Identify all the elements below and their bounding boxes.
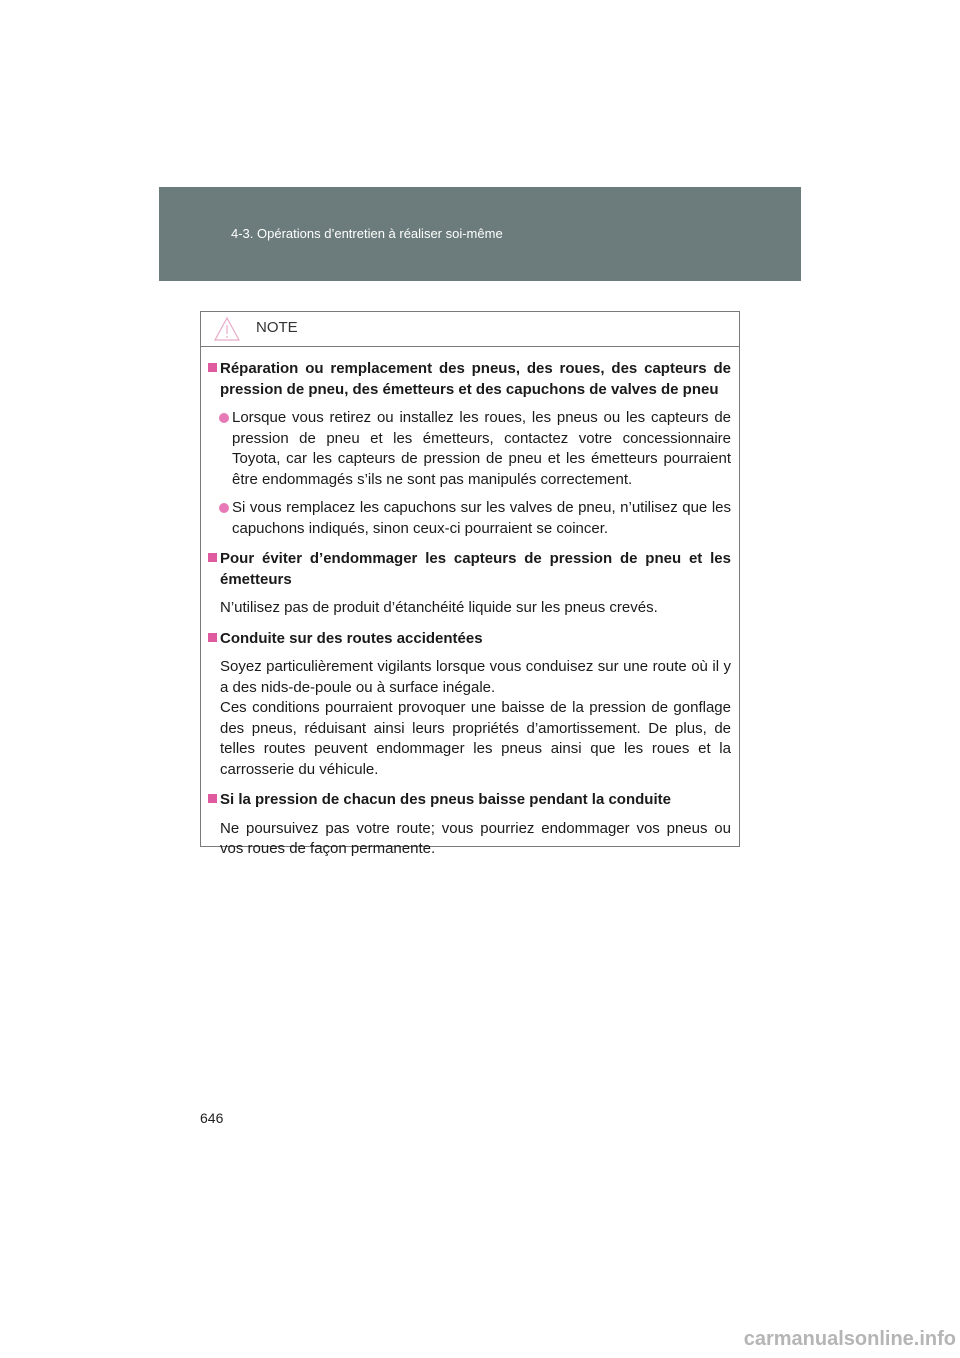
page-number: 646 <box>200 1110 224 1126</box>
note-paragraph: Ne poursuivez pas votre route; vous pourriez endommager vos pneus ou vos roues de façon permanente. <box>220 819 731 857</box>
note-paragraph: N’utilisez pas de produit d’étanchéité liquide sur les pneus crevés. <box>220 599 658 616</box>
list-item: Lorsque vous retirez ou installez les roues, les pneus ou les capteurs de pression de pneu et les émetteurs, contactez votre concessionnaire Toyota, car les capteurs de pression de pneu et les émetteurs pourraient être endommagés s’ils ne sont pas manipulés correctement. <box>208 408 731 490</box>
note-box <box>200 311 740 857</box>
circle-bullet-icon <box>219 503 229 513</box>
square-bullet-icon <box>208 363 217 372</box>
note-header <box>201 312 739 347</box>
note-paragraph: Soyez particulièrement vigilants lorsque vous conduisez sur une route où il y a des nids-de-poule ou à surface inégale. Ces conditions pourraient provoquer une baisse de la pression de gonflage des pneus, réduisant ainsi leurs propriétés d’amortissement. De plus, de telles routes peuvent endommager les pneus ainsi que les roues et la carrosserie du véhicule. <box>220 658 731 778</box>
note-subheading: Pour éviter d’endommager les capteurs de pression de pneu et les émetteurs <box>208 549 731 590</box>
section-title: 4-3. Opérations d’entretien à réaliser soi-même <box>231 226 503 241</box>
square-bullet-icon <box>208 633 217 642</box>
watermark: carmanualsonline.info <box>743 1328 956 1350</box>
note-subheading: Si la pression de chacun des pneus baisse pendant la conduite <box>208 790 731 811</box>
list-item: Si vous remplacez les capuchons sur les valves de pneu, n’utilisez que les capuchons indiqués, sinon ceux-ci pourraient se coincer. <box>208 498 731 539</box>
note-body <box>201 347 739 860</box>
warning-icon <box>213 316 241 342</box>
square-bullet-icon <box>208 794 217 803</box>
note-subheading: Réparation ou remplacement des pneus, des roues, des capteurs de pression de pneu, des émetteurs et des capuchons de valves de pneu <box>208 359 731 400</box>
square-bullet-icon <box>208 553 217 562</box>
note-label: NOTE <box>256 319 298 336</box>
circle-bullet-icon <box>219 413 229 423</box>
section-header-band <box>159 187 801 281</box>
note-subheading: Conduite sur des routes accidentées <box>208 629 731 650</box>
